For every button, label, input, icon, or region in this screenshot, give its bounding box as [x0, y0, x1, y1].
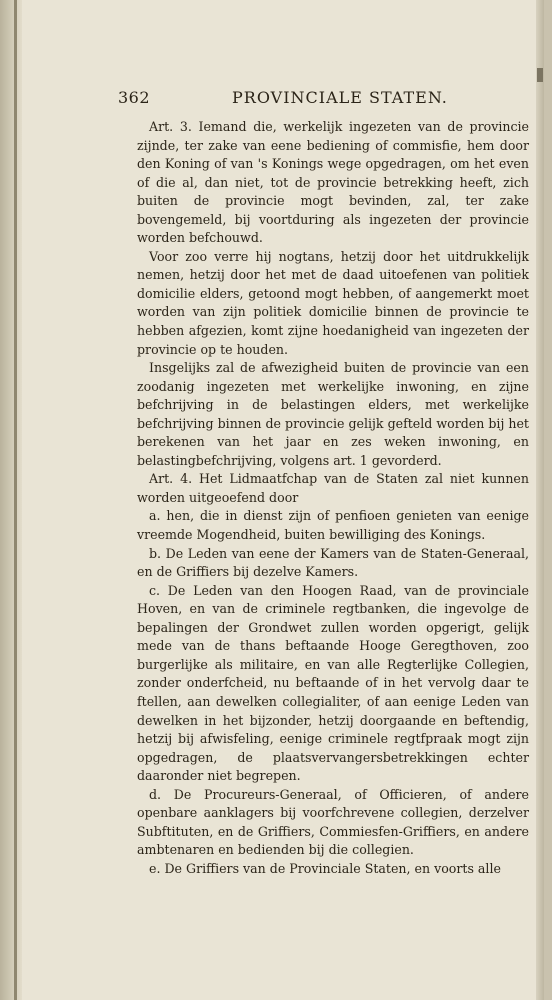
- paragraph-item-e: e. De Griffiers van de Provinciale Staten, en voorts alle: [149, 860, 501, 876]
- paragraph-item-b: b. De Leden van eene der Kamers van de Staten-Generaal, en de Griffiers bij dezelve Kamers.: [137, 545, 529, 580]
- book-spine: [0, 0, 22, 1000]
- paragraph-item-d: d. De Procureurs-Generaal, of Officieren, of andere openbare aanklagers bij voorfchrevene collegien, derzelver Subftituten, en de Griffiers, Commiesfen-Griffiers, en andere ambtenaren en bedienden bij die collegien.: [137, 786, 529, 858]
- running-head: PROVINCIALE STATEN.: [232, 88, 448, 107]
- paragraph-item-a: a. hen, die in dienst zijn of penfioen genieten van eenige vreemde Mogendheid, buiten bewilliging des Konings.: [137, 508, 529, 543]
- body-text: [137, 118, 529, 878]
- page-number: 362: [118, 88, 151, 107]
- paragraph-item-c: c. De Leden van den Hoogen Raad, van de provinciale Hoven, en van de criminele regtbanken, die ingevolge de bepalingen der Grondwet zullen worden opgerigt, gelijk mede van de thans beftaande Hooge Geregthoven, zoo burgerlijke als militaire, en van alle Regterlijke Collegien, zonder onderfcheid, nu beftaande of in het vervolg daar te ftellen, aan dewelken collegialiter, of aan eenige Leden van dewelken in het bijzonder, hetzij doorgaande en beftendig, hetzij bij afwisfeling, eenige criminele regtfpraak mogt zijn opgedragen, de plaatsvervangersbetrekkingen echter daaronder niet begrepen.: [137, 582, 529, 784]
- paragraph-voor-zoo-verre: Voor zoo verre hij nogtans, hetzij door het uitdrukkelijk nemen, hetzij door het met de daad uitoefenen van politiek domicilie elders, getoond mogt hebben, of aangemerkt moet worden van zijn politiek domicilie binnen de provincie te hebben afgezien, komt zijne hoedanigheid van ingezeten der provincie op te houden.: [137, 248, 529, 357]
- binding-edge: [14, 0, 17, 1000]
- paragraph-art-3: Art. 3. Iemand die, werkelijk ingezeten van de provincie zijnde, ter zake van eene bediening of commisfie, hem door den Koning of van 's Konings wege opgedragen, om het even of die al, dan niet, tot de provincie betrekking heeft, zich buiten de provincie mogt bevinden, zal, ter zake bovengemeld, bij voortduring als ingezeten der provincie worden befchouwd.: [137, 119, 529, 246]
- paragraph-art-4: Art. 4. Het Lidmaatfchap van de Staten zal niet kunnen worden uitgeoefend door: [137, 471, 529, 505]
- page-notch: [537, 68, 543, 82]
- paragraph-insgelijks: Insgelijks zal de afwezigheid buiten de provincie van een zoodanig ingezeten met werkelijke inwoning, en zijne befchrijving in de belastingen elders, met werkelijke befchrijving binnen de provincie gelijk gefteld worden bij het berekenen van het jaar en zes weken inwoning, en belastingbefchrijving, volgens art. 1 gevorderd.: [137, 360, 529, 468]
- page-edge: [536, 0, 544, 1000]
